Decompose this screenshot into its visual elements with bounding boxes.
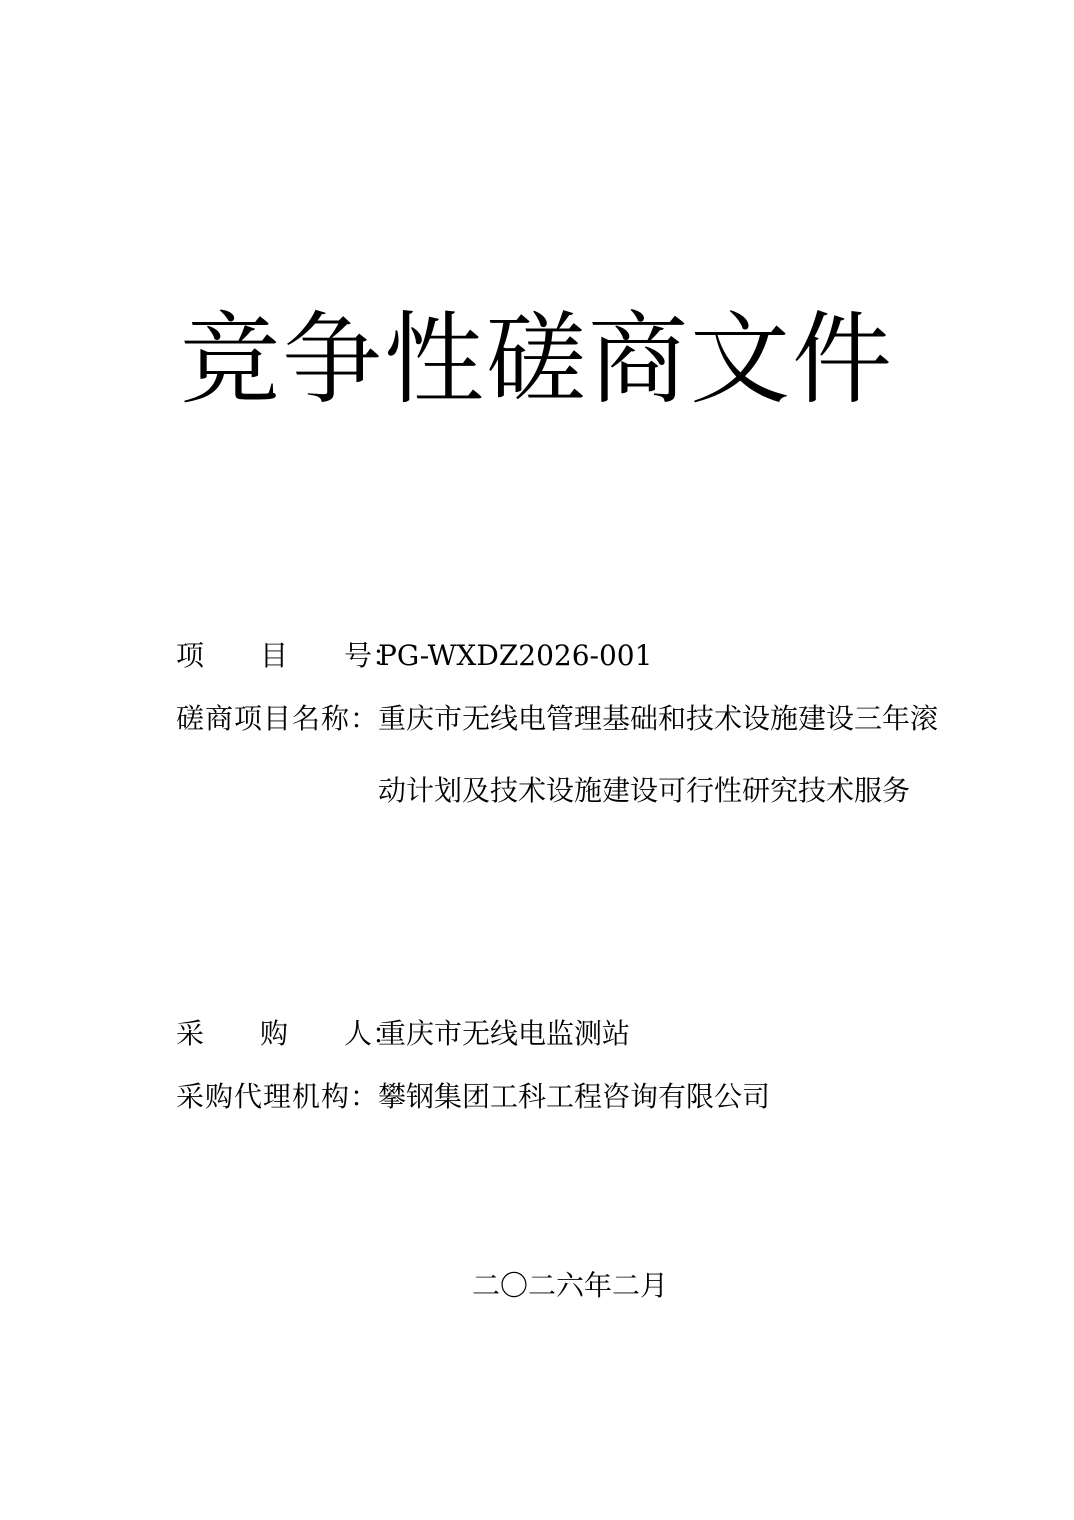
project-number-label: 项 目 号： [176, 639, 401, 672]
project-name-value [378, 699, 968, 811]
project-name-line-1: 重庆市无线电管理基础和技术设施建设三年滚 [378, 702, 939, 735]
purchaser-row [176, 1014, 968, 1054]
project-name-row [176, 699, 968, 811]
document-title: 竞争性磋商文件 [180, 301, 894, 418]
agency-row [176, 1077, 968, 1117]
project-name-line-2: 动计划及技术设施建设可行性研究技术服务 [378, 774, 911, 807]
project-number-value: PG-WXDZ2026-001 [378, 639, 653, 672]
agency-label: 采购代理机构： [176, 1080, 378, 1113]
purchaser-value: 重庆市无线电监测站 [378, 1017, 631, 1050]
project-number-row [176, 636, 968, 676]
purchaser-label: 采 购 人： [176, 1017, 401, 1050]
agency-value: 攀钢集团工科工程咨询有限公司 [378, 1080, 771, 1113]
document-date: 二〇二六年二月 [471, 1269, 668, 1302]
project-name-label: 磋商项目名称： [176, 702, 378, 735]
